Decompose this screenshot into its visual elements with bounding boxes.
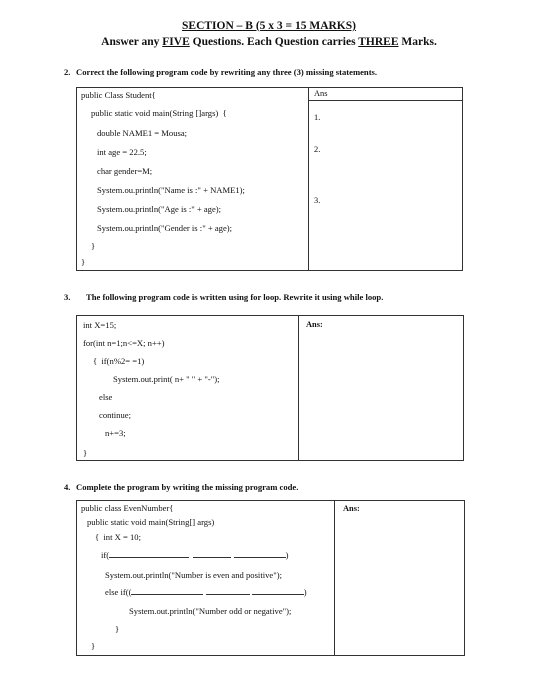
q3-code-line: for(int n=1;n<=X; n++) [83, 338, 165, 348]
q3-code-line: { if(n%2= =1) [93, 356, 145, 366]
q2-code-line: System.ou.println("Gender is :" + age); [97, 223, 233, 233]
q3-ans-header: Ans: [306, 320, 323, 329]
q2-code-line: System.ou.println("Age is :" + age); [97, 204, 222, 214]
q4-blank[interactable] [252, 587, 304, 595]
q3-code-line: n+=3; [105, 428, 126, 438]
q3-code-line: int X=15; [83, 320, 117, 330]
q4-if-close: ) [285, 550, 289, 560]
q3-code-line: System.out.print( n+ " " + "-"); [113, 374, 220, 384]
q2-code-line: public Class Student{ [81, 90, 156, 100]
q3-text: The following program code is written using for loop. Rewrite it using while loop. [86, 292, 384, 302]
instr-three: THREE [358, 36, 399, 48]
q2-divider [308, 88, 309, 270]
section-instructions [0, 36, 538, 48]
q4-code-line: public class EvenNumber{ [81, 503, 174, 513]
q4-elseif-close: ) [303, 587, 307, 597]
q3-code-line: } [83, 448, 88, 458]
q2-ans-header-rule [308, 100, 463, 101]
q4-text: Complete the program by writing the missing program code. [76, 482, 299, 492]
q2-number: 2. [64, 67, 71, 77]
q4-code-line: System.out.println("Number odd or negative"); [129, 606, 292, 616]
q4-if-line [101, 550, 288, 560]
q2-code-line: } [91, 241, 96, 251]
q4-elseif-text: else if(( [105, 587, 132, 597]
q3-box [76, 315, 464, 461]
instr-post: Marks. [398, 36, 437, 48]
q4-code-line: public static void main(String[] args) [87, 517, 215, 527]
instr-five: FIVE [162, 36, 190, 48]
q4-elseif-line [105, 587, 307, 597]
instr-pre: Answer any [101, 36, 163, 48]
q2-box [76, 87, 463, 271]
q4-box [76, 500, 465, 656]
q2-code-line: public static void main(String []args) { [91, 108, 227, 118]
q4-code-line: System.out.println("Number is even and positive"); [105, 570, 282, 580]
q4-blank[interactable] [234, 550, 286, 558]
instr-mid: Questions. Each Question carries [189, 36, 359, 48]
q2-code-line: int age = 22.5; [97, 147, 147, 157]
q4-code-line: } [91, 641, 96, 651]
q4-blank[interactable] [206, 587, 250, 595]
q3-code-line: continue; [99, 410, 131, 420]
q4-code-line: { int X = 10; [95, 532, 141, 542]
q2-answer-label: 1. [314, 113, 321, 122]
q3-number: 3. [64, 292, 71, 302]
q4-if-text: if( [101, 550, 110, 560]
q2-ans-header: Ans [314, 89, 328, 98]
q2-answer-label: 2. [314, 145, 321, 154]
q4-divider [334, 501, 335, 655]
q4-blank[interactable] [193, 550, 231, 558]
q4-code-line: } [115, 624, 120, 634]
q2-code-line: double NAME1 = Mousa; [97, 128, 188, 138]
q2-code-line: char gender=M; [97, 166, 153, 176]
q4-number: 4. [64, 482, 71, 492]
q4-blank[interactable] [131, 587, 203, 595]
q4-blank[interactable] [109, 550, 189, 558]
q2-text: Correct the following program code by rewriting any three (3) missing statements. [76, 67, 378, 77]
q2-answer-label: 3. [314, 196, 321, 205]
q2-code-line: System.ou.println("Name is :" + NAME1); [97, 185, 245, 195]
section-title: SECTION – B (5 x 3 = 15 MARKS) [182, 20, 356, 32]
q3-divider [298, 316, 299, 460]
q3-code-line: else [99, 392, 113, 402]
q2-code-line: } [81, 257, 86, 267]
q4-ans-header: Ans: [343, 504, 360, 513]
